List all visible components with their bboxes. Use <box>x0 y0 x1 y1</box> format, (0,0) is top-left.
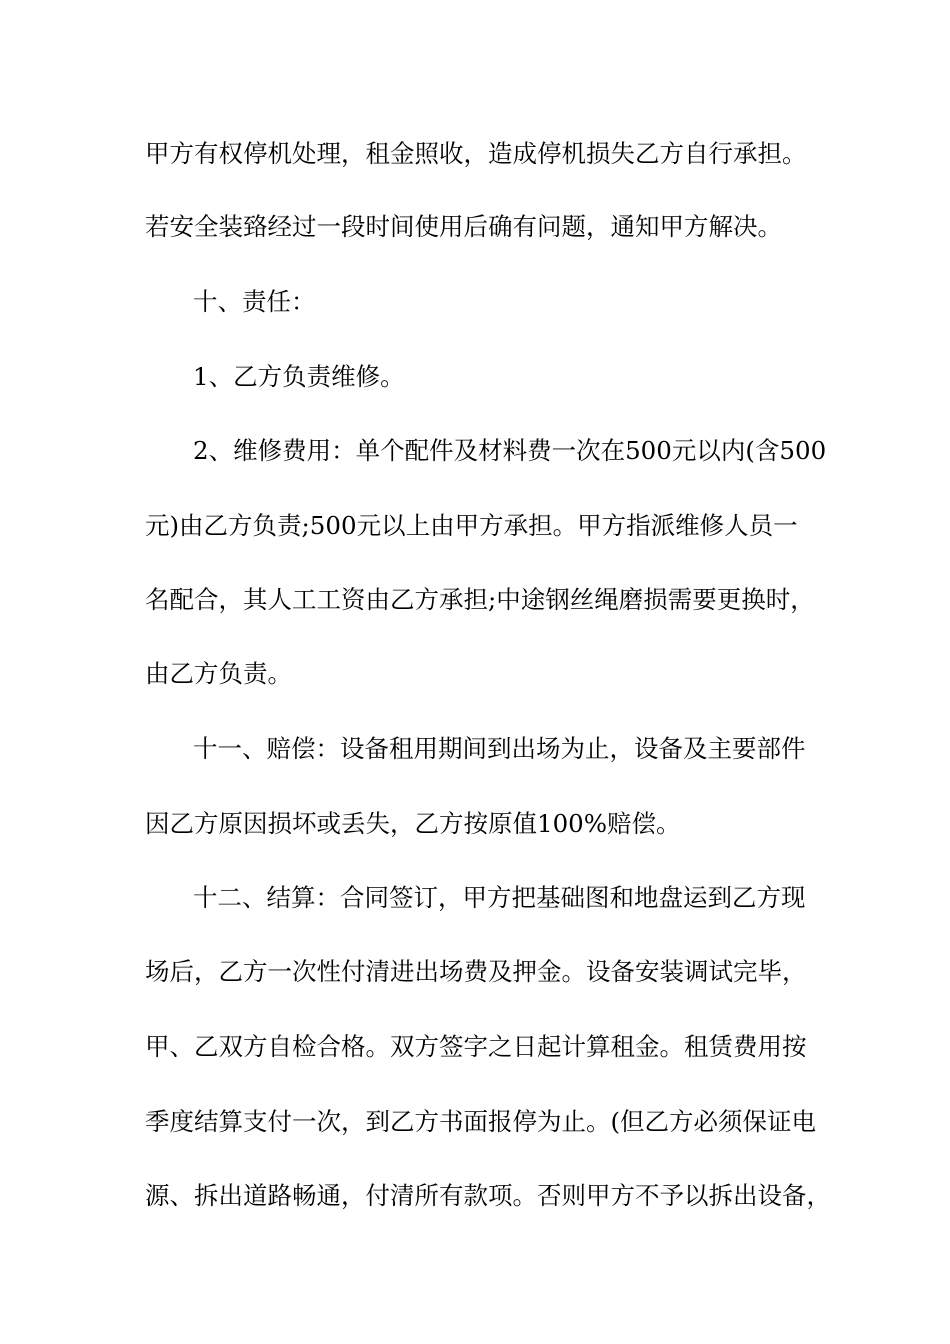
text-line: 名配合，其人工工资由乙方承担;中途钢丝绳磨损需要更换时， <box>145 585 815 614</box>
section-heading: 十二、结算：合同签订，甲方把基础图和地盘运到乙方现 <box>193 883 806 912</box>
section-heading: 十一、赔偿：设备租用期间到出场为止，设备及主要部件 <box>193 734 806 763</box>
text-line: 2、维修费用：单个配件及材料费一次在500元以内(含500 <box>193 436 827 465</box>
text-line: 由乙方负责。 <box>145 659 292 688</box>
text-line: 因乙方原因损坏或丢失，乙方按原值100%赔偿。 <box>145 809 681 838</box>
text-line: 源、拆出道路畅通，付清所有款项。否则甲方不予以拆出设备， <box>145 1181 831 1210</box>
text-line: 甲、乙双方自检合格。双方签字之日起计算租金。租赁费用按 <box>145 1032 807 1061</box>
text-line: 1、乙方负责维修。 <box>193 362 405 391</box>
section-heading: 十、责任： <box>193 287 316 316</box>
text-line: 场后，乙方一次性付清进出场费及押金。设备安装调试完毕， <box>145 957 807 986</box>
text-line: 季度结算支付一次，到乙方书面报停为止。(但乙方必须保证电 <box>145 1107 817 1136</box>
text-line: 甲方有权停机处理，租金照收，造成停机损失乙方自行承担。 <box>145 139 807 168</box>
text-line: 若安全装臵经过一段时间使用后确有问题，通知甲方解决。 <box>145 212 782 241</box>
text-line: 元)由乙方负责;500元以上由甲方承担。甲方指派维修人员一 <box>145 511 798 540</box>
